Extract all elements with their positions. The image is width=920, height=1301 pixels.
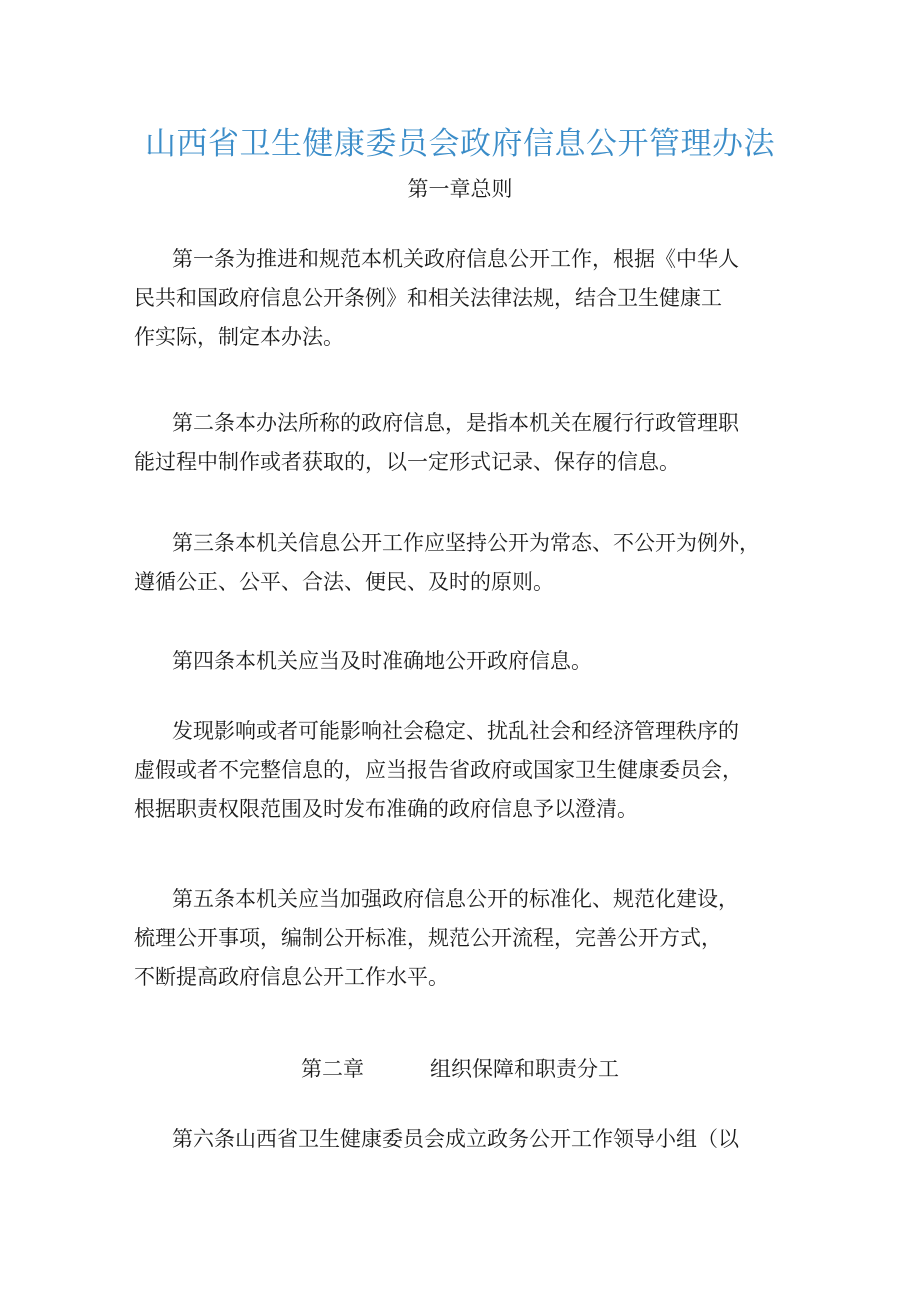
clarification-paragraph: [134, 712, 794, 829]
text-line: 第六条山西省卫生健康委员会成立政务公开工作领导小组（以: [172, 1127, 739, 1151]
text-line: 发现影响或者可能影响社会稳定、扰乱社会和经济管理秩序的: [172, 719, 739, 743]
article-4-paragraph: [134, 642, 794, 681]
article-2-paragraph: [134, 404, 794, 482]
document-title: 山西省卫生健康委员会政府信息公开管理办法: [145, 126, 775, 162]
chapter-2-heading: [0, 1054, 920, 1084]
text-line: 虚假或者不完整信息的，应当报告省政府或国家卫生健康委员会，: [134, 758, 743, 782]
text-line: 梳理公开事项，编制公开标准，规范公开流程，完善公开方式，: [134, 926, 722, 950]
chapter-1-heading: 第一章总则: [407, 177, 513, 201]
article-3-paragraph: [134, 524, 794, 602]
text-line: 第三条本机关信息公开工作应坚持公开为常态、不公开为例外，: [172, 531, 760, 555]
text-line: 第五条本机关应当加强政府信息公开的标准化、规范化建设，: [172, 887, 739, 911]
article-5-paragraph: [134, 880, 794, 997]
article-6-paragraph: [134, 1120, 794, 1159]
text-line: 遵循公正、公平、合法、便民、及时的原则。: [134, 570, 554, 594]
article-1-paragraph: [134, 240, 794, 357]
text-line: 民共和国政府信息公开条例》和相关法律法规，结合卫生健康工: [134, 286, 722, 310]
text-line: 第二条本办法所称的政府信息，是指本机关在履行行政管理职: [172, 411, 739, 435]
text-line: 作实际，制定本办法。: [134, 325, 344, 349]
text-line: 根据职责权限范围及时发布准确的政府信息予以澄清。: [134, 797, 638, 821]
text-line: 第四条本机关应当及时准确地公开政府信息。: [172, 649, 592, 673]
text-line: 第一条为推进和规范本机关政府信息公开工作，根据《中华人: [172, 247, 739, 271]
text-line: 不断提高政府信息公开工作水平。: [134, 965, 449, 989]
text-line: 能过程中制作或者获取的，以一定形式记录、保存的信息。: [134, 450, 680, 474]
chapter-2-name: 组织保障和职责分工: [430, 1057, 619, 1081]
chapter-2-number: 第二章: [301, 1057, 364, 1081]
